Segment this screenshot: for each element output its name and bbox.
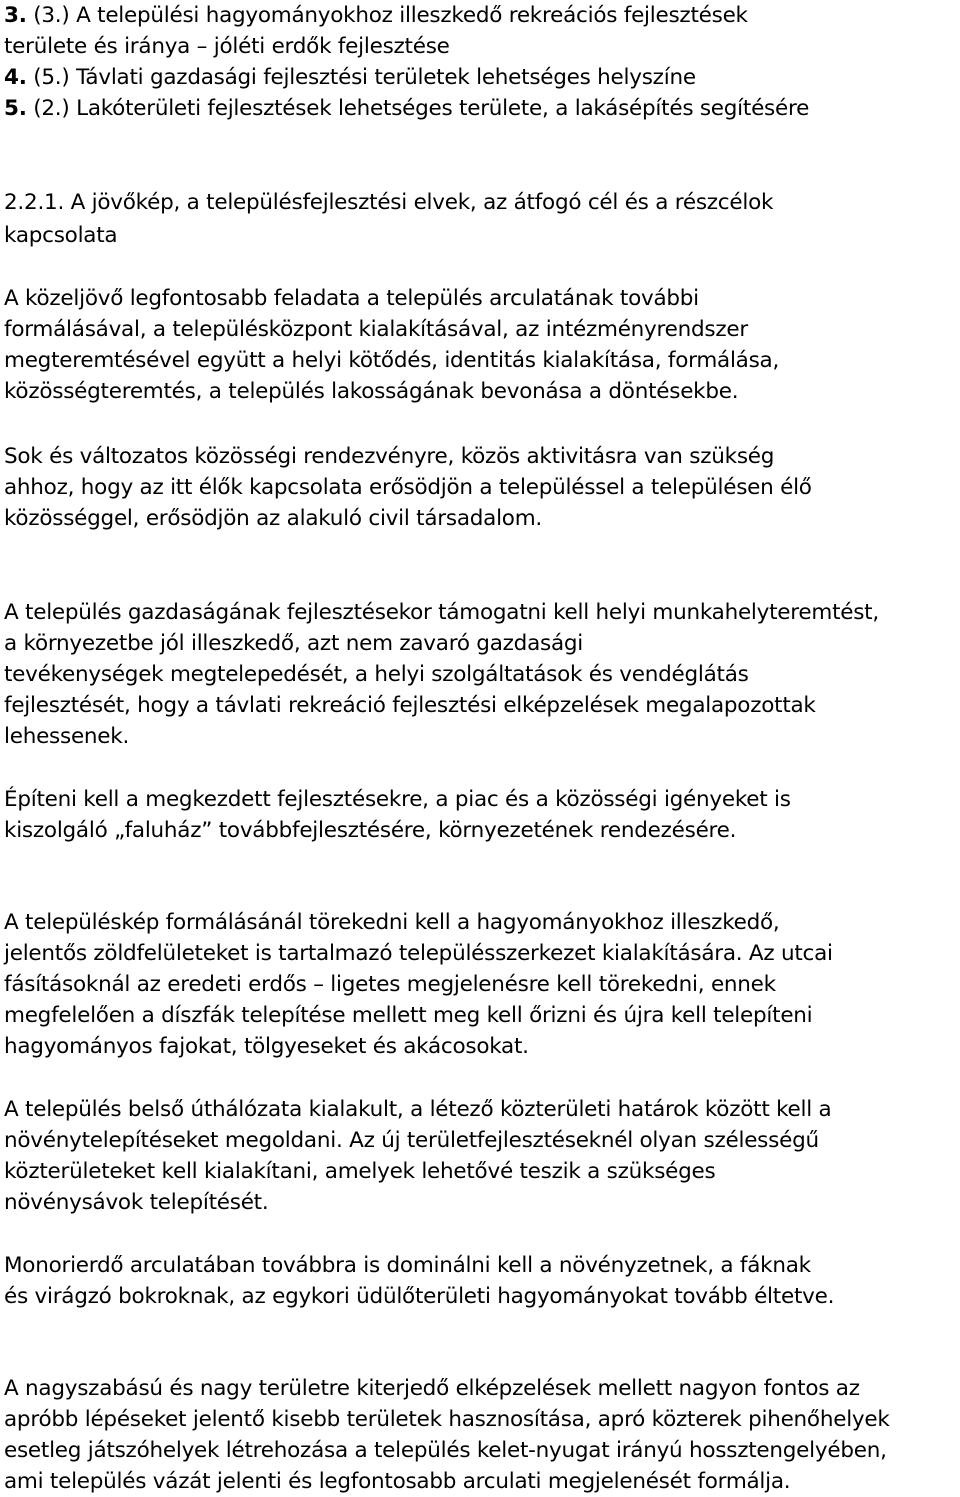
list-item-number: 5. xyxy=(4,96,27,121)
list-item-number: 4. xyxy=(4,65,27,90)
paragraph-line: A település belső úthálózata kialakult, a létező közterületi határok között kell a xyxy=(4,1097,832,1122)
list-item-number: 3. xyxy=(4,3,27,28)
paragraph-line: hagyományos fajokat, tölgyeseket és akácosokat. xyxy=(4,1034,529,1059)
paragraph-line: A településkép formálásánál törekedni kell a hagyományokhoz illeszkedő, xyxy=(4,910,780,935)
paragraph-line: esetleg játszóhelyek létrehozása a település kelet-nyugat irányú hossztengelyében, xyxy=(4,1438,887,1463)
list-item-text: (3.) A települési hagyományokhoz illeszkedő rekreációs fejlesztések xyxy=(26,3,748,28)
paragraph-line: közösségteremtés, a település lakosságának bevonása a döntésekbe. xyxy=(4,379,739,404)
list-item-continuation xyxy=(4,31,450,62)
paragraph-line: Építeni kell a megkezdett fejlesztésekre, a piac és a közösségi igényeket is xyxy=(4,787,791,812)
paragraph-line: A település gazdaságának fejlesztésekor támogatni kell helyi munkahelyteremtést, xyxy=(4,600,879,625)
paragraph-line: fejlesztését, hogy a távlati rekreáció fejlesztési elképzelések megalapozottak xyxy=(4,693,816,718)
list-item xyxy=(4,62,696,93)
paragraph-line: jelentős zöldfelületeket is tartalmazó településszerkezet kialakítására. Az utcai xyxy=(4,941,833,966)
paragraph-line: közösséggel, erősödjön az alakuló civil társadalom. xyxy=(4,506,542,531)
paragraph-line: és virágzó bokroknak, az egykori üdülőterületi hagyományokat tovább éltetve. xyxy=(4,1284,835,1309)
paragraph-line: A közeljövő legfontosabb feladata a település arculatának további xyxy=(4,286,699,311)
section-heading: kapcsolata xyxy=(4,223,118,248)
paragraph-line: megteremtésével együtt a helyi kötődés, identitás kialakítása, formálása, xyxy=(4,348,780,373)
paragraph-line: fásításoknál az eredeti erdős – ligetes megjelenésre kell törekedni, ennek xyxy=(4,972,776,997)
paragraph-line: A nagyszabású és nagy területre kiterjedő elképzelések mellett nagyon fontos az xyxy=(4,1376,860,1401)
paragraph-line: megfelelően a díszfák telepítése mellett meg kell őrizni és újra kell telepíteni xyxy=(4,1003,813,1028)
list-item-text: (5.) Távlati gazdasági fejlesztési területek lehetséges helyszíne xyxy=(26,65,696,90)
paragraph-line: növénytelepítéseket megoldani. Az új területfejlesztéseknél olyan szélességű xyxy=(4,1128,819,1153)
paragraph-line: ami település vázát jelenti és legfontosabb arculati megjelenését formálja. xyxy=(4,1469,791,1494)
paragraph-line: apróbb lépéseket jelentő kisebb területek hasznosítása, apró közterek pihenőhelyek xyxy=(4,1407,890,1432)
paragraph-line: formálásával, a településközpont kialakításával, az intézményrendszer xyxy=(4,317,748,342)
paragraph-line: kiszolgáló „faluház” továbbfejlesztésére, környezetének rendezésére. xyxy=(4,818,737,843)
list-item-text: (2.) Lakóterületi fejlesztések lehetséges területe, a lakásépítés segítésére xyxy=(26,96,810,121)
paragraph-line: Monorierdő arculatában továbbra is dominálni kell a növényzetnek, a fáknak xyxy=(4,1253,811,1278)
paragraph-line: tevékenységek megtelepedését, a helyi szolgáltatások és vendéglátás xyxy=(4,662,749,687)
list-item-text: területe és iránya – jóléti erdők fejlesztése xyxy=(4,34,450,59)
paragraph-line: növénysávok telepítését. xyxy=(4,1190,269,1215)
list-item xyxy=(4,93,809,124)
paragraph-line: Sok és változatos közösségi rendezvényre, közös aktivitásra van szükség xyxy=(4,444,775,469)
list-item xyxy=(4,0,748,31)
paragraph-line: közterületeket kell kialakítani, amelyek lehetővé teszik a szükséges xyxy=(4,1159,716,1184)
section-heading: 2.2.1. A jövőkép, a településfejlesztési elvek, az átfogó cél és a részcélok xyxy=(4,190,774,215)
paragraph-line: a környezetbe jól illeszkedő, azt nem zavaró gazdasági xyxy=(4,631,583,656)
paragraph-line: ahhoz, hogy az itt élők kapcsolata erősödjön a településsel a településen élő xyxy=(4,475,812,500)
paragraph-line: lehessenek. xyxy=(4,724,130,749)
